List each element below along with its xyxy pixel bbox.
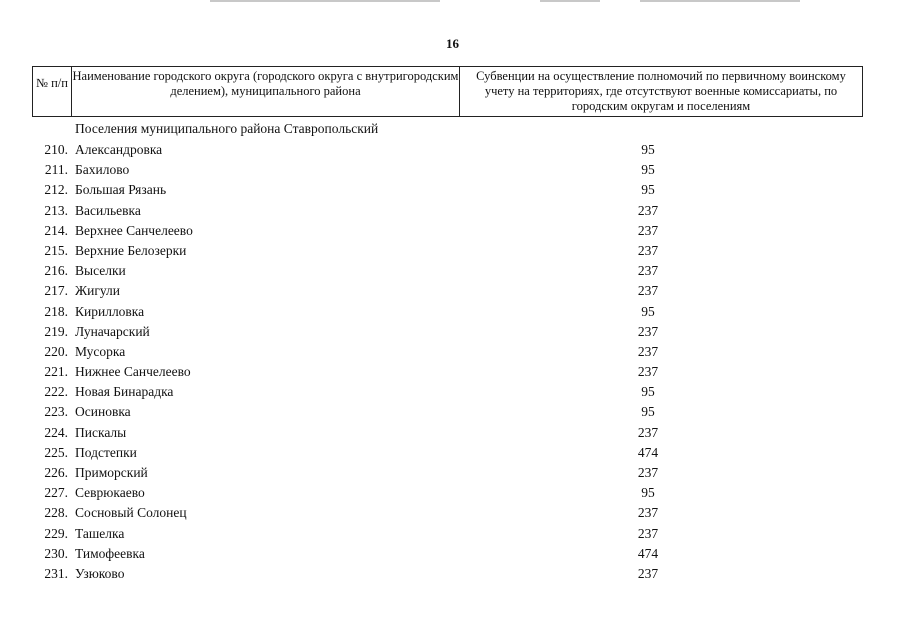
subvention-amount: 237 <box>637 505 659 521</box>
row-number: 225. <box>44 444 68 460</box>
settlement-name: Жигули <box>75 283 120 299</box>
row-number: 224. <box>44 424 68 440</box>
table-row <box>0 524 905 544</box>
table-row <box>0 160 905 180</box>
scan-artifact-line <box>640 0 800 2</box>
subvention-amount: 95 <box>641 404 655 420</box>
page-number: 16 <box>446 36 459 51</box>
subvention-amount: 95 <box>641 142 655 157</box>
settlement-name: Тимофеевка <box>75 545 145 561</box>
table-row <box>0 302 905 322</box>
scan-artifact-line <box>540 0 600 2</box>
table-row <box>0 402 905 422</box>
subvention-amount: 237 <box>637 202 659 218</box>
row-number: 219. <box>44 323 68 339</box>
header-name-column: Наименование городского округа (городского округа с внутригородским делением), муниципального района <box>72 67 460 116</box>
row-number: 230. <box>44 545 68 561</box>
table-row <box>0 382 905 402</box>
table-row <box>0 221 905 241</box>
table-header <box>32 66 863 117</box>
row-number: 218. <box>44 303 68 319</box>
subvention-amount: 237 <box>637 465 659 480</box>
settlement-name: Большая Рязань <box>75 182 167 198</box>
table-row <box>0 443 905 463</box>
subvention-amount: 237 <box>637 424 659 440</box>
settlement-name: Верхнее Санчелеево <box>75 222 193 238</box>
row-number: 228. <box>44 505 68 521</box>
table-row <box>0 140 905 160</box>
settlement-name: Верхние Белозерки <box>75 242 187 258</box>
row-number: 211. <box>44 162 68 178</box>
subvention-amount: 237 <box>637 565 659 581</box>
row-number: 226. <box>44 465 68 480</box>
row-number: 231. <box>44 565 68 581</box>
settlement-name: Осиновка <box>75 404 131 420</box>
subvention-amount: 237 <box>637 525 659 541</box>
row-number: 229. <box>44 525 68 541</box>
subvention-amount: 95 <box>641 182 655 198</box>
row-number: 210. <box>44 142 68 157</box>
row-number: 222. <box>44 384 68 400</box>
row-number: 221. <box>44 364 68 380</box>
settlement-name: Пискалы <box>75 424 127 440</box>
row-number: 212. <box>44 182 68 198</box>
settlement-name: Васильевка <box>75 202 141 218</box>
table-row <box>0 180 905 200</box>
subvention-amount: 237 <box>637 222 659 238</box>
settlement-name: Кирилловка <box>75 303 145 319</box>
settlement-name: Бахилово <box>75 162 130 178</box>
subvention-amount: 95 <box>641 162 655 178</box>
row-number: 215. <box>44 242 68 258</box>
subvention-amount: 237 <box>637 242 659 258</box>
settlement-name: Ташелка <box>75 525 125 541</box>
subvention-amount: 237 <box>637 323 659 339</box>
row-number: 217. <box>44 283 68 299</box>
subvention-amount: 474 <box>637 545 659 561</box>
settlement-name: Подстепки <box>75 444 137 460</box>
subvention-amount: 95 <box>641 384 655 400</box>
table-row <box>0 463 905 483</box>
subvention-amount: 237 <box>637 343 659 359</box>
subvention-amount: 237 <box>637 283 659 299</box>
row-number: 220. <box>44 343 68 359</box>
table-body <box>0 140 905 584</box>
header-amount-column: Субвенции на осуществление полномочий по первичному воинскому учету на территориях, где отсутствуют военные комиссариаты, по городским округам и поселениям <box>476 69 846 113</box>
table-row <box>0 483 905 503</box>
table-row <box>0 201 905 221</box>
section-title: Поселения муниципального района Ставропольский <box>75 121 379 136</box>
settlement-name: Приморский <box>75 465 148 480</box>
settlement-name: Новая Бинарадка <box>75 384 174 400</box>
subvention-amount: 237 <box>637 364 659 380</box>
settlement-name: Узюково <box>75 565 125 581</box>
subvention-amount: 237 <box>637 263 659 279</box>
scan-artifact-line <box>210 0 440 2</box>
table-row <box>0 362 905 382</box>
table-row <box>0 342 905 362</box>
row-number: 227. <box>44 485 68 501</box>
header-number-column: № п/п <box>33 67 72 116</box>
settlement-name: Севрюкаево <box>75 485 145 501</box>
row-number: 216. <box>44 263 68 279</box>
settlement-name: Мусорка <box>75 343 126 359</box>
table-row <box>0 503 905 523</box>
row-number: 223. <box>44 404 68 420</box>
table-row <box>0 544 905 564</box>
table-row <box>0 281 905 301</box>
table-row <box>0 322 905 342</box>
settlement-name: Нижнее Санчелеево <box>75 364 191 380</box>
row-number: 214. <box>44 222 68 238</box>
table-row <box>0 423 905 443</box>
subvention-amount: 95 <box>641 485 655 501</box>
settlement-name: Александровка <box>75 142 163 157</box>
settlement-name: Выселки <box>75 263 126 279</box>
table-row <box>0 261 905 281</box>
row-number: 213. <box>44 202 68 218</box>
subvention-amount: 474 <box>637 444 659 460</box>
table-row <box>0 241 905 261</box>
subvention-amount: 95 <box>641 303 655 319</box>
table-row <box>0 564 905 584</box>
settlement-name: Сосновый Солонец <box>75 505 187 521</box>
settlement-name: Луначарский <box>75 323 150 339</box>
